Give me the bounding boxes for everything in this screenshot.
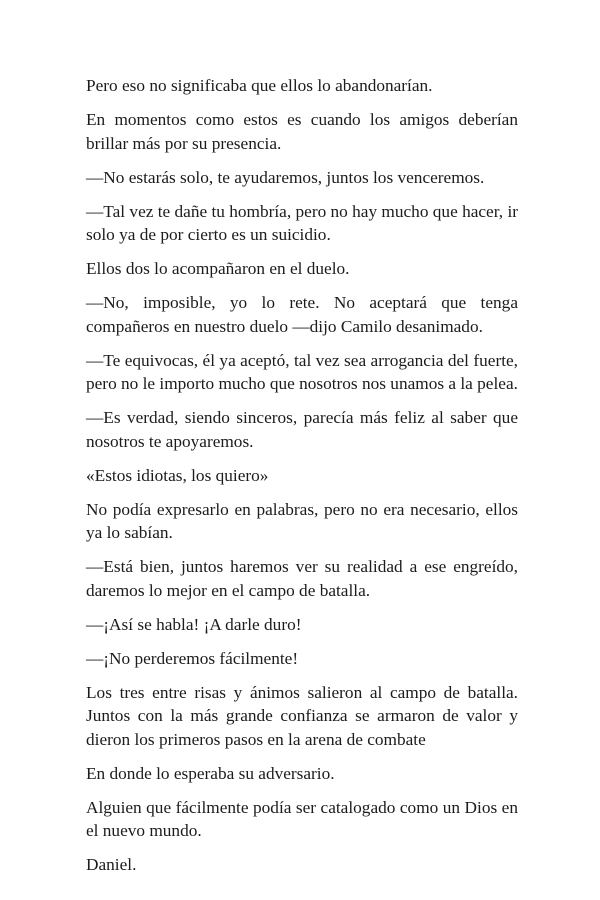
paragraph: No podía expresarlo en palabras, pero no era necesario, ellos ya lo sabían. <box>86 499 518 542</box>
dialogue-paragraph: —¡Así se habla! ¡A darle duro! <box>86 614 302 634</box>
paragraph: Daniel. <box>86 855 137 874</box>
dialogue-paragraph: —No, imposible, yo lo rete. No aceptará que tenga compañeros en nuestro duelo —dijo Camilo desanimado. <box>86 293 518 336</box>
book-page-text <box>86 74 518 887</box>
paragraph: Pero eso no significaba que ellos lo abandonarían. <box>86 76 433 95</box>
paragraph: Alguien que fácilmente podía ser catalogado como un Dios en el nuevo mundo. <box>86 797 518 840</box>
dialogue-paragraph: —Está bien, juntos haremos ver su realidad a ese engreído, daremos lo mejor en el campo de batalla. <box>86 557 518 600</box>
paragraph: Los tres entre risas y ánimos salieron al campo de batalla. Juntos con la más grande confianza se armaron de valor y dieron los primeros pasos en la arena de combate <box>86 682 518 749</box>
dialogue-paragraph: —Tal vez te dañe tu hombría, pero no hay mucho que hacer, ir solo ya de por cierto es un suicidio. <box>86 201 518 244</box>
dialogue-paragraph: —No estarás solo, te ayudaremos, juntos los venceremos. <box>86 167 485 187</box>
paragraph: En momentos como estos es cuando los amigos deberían brillar más por su presencia. <box>86 110 518 153</box>
paragraph: Ellos dos lo acompañaron en el duelo. <box>86 259 350 278</box>
dialogue-paragraph: —Es verdad, siendo sinceros, parecía más feliz al saber que nosotros te apoyaremos. <box>86 408 518 451</box>
dialogue-paragraph: —¡No perderemos fácilmente! <box>86 648 299 668</box>
dialogue-paragraph: —Te equivocas, él ya aceptó, tal vez sea arrogancia del fuerte, pero no le importo mucho que nosotros nos unamos a la pelea. <box>86 350 518 393</box>
paragraph: En donde lo esperaba su adversario. <box>86 763 335 783</box>
thought-paragraph: «Estos idiotas, los quiero» <box>86 465 269 485</box>
